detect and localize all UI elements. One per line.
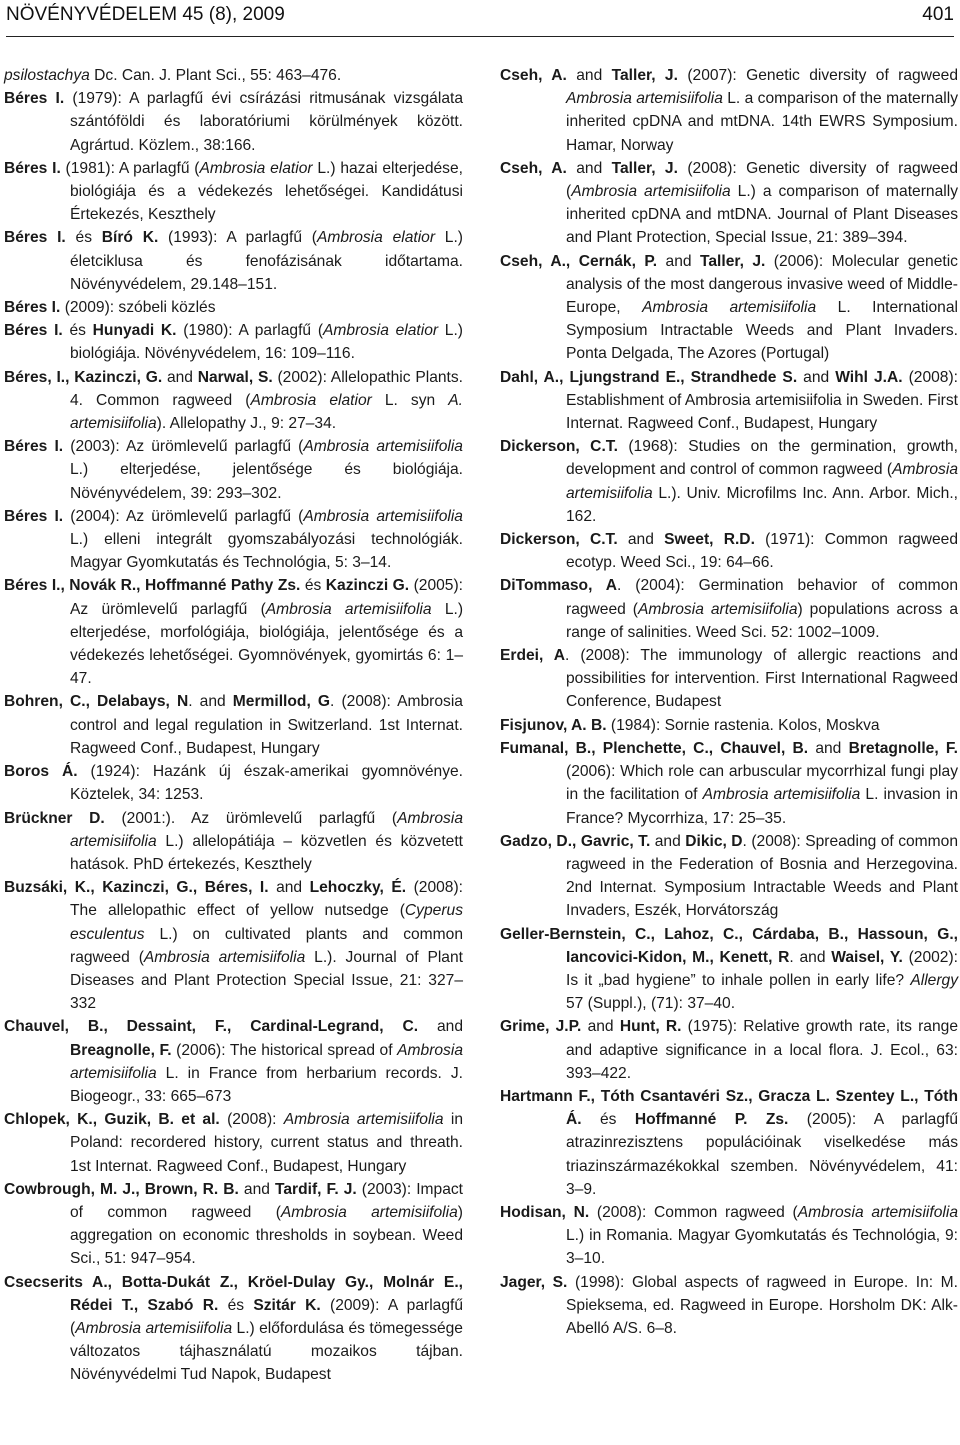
reference-entry: Geller-Bernstein, C., Lahoz, C., Cárdaba, B., Hassoun, G., Iancovici-Kidon, M., Kenett, R. and Waisel, Y. (2002): Is it „bad hygiene” to inhale pollen in early life? Allergy 57 (Suppl.), (71): 37–40. — [500, 925, 959, 1013]
reference-entry: psilostachya Dc. Can. J. Plant Sci., 55: 463–476. — [4, 67, 342, 84]
reference-entry: Dickerson, C.T. (1968): Studies on the germination, growth, development and control of common ragweed (Ambrosia artemisiifolia L.). Univ. Microfilms Inc. Ann. Arbor. Mich., 162. — [500, 438, 958, 525]
reference-entry: Chlopek, K., Guzik, B. et al. (2008): Ambrosia artemisiifolia in Poland: recordered history, current status and threath. 1st Internat. Ragweed Conf., Budapest, Hungary — [4, 1111, 463, 1175]
reference-entry: Dickerson, C.T. and Sweet, R.D. (1971): Common ragweed ecotyp. Weed Sci., 19: 64–66. — [500, 531, 959, 572]
reference-entry: Béres I. (2009): szóbeli közlés — [4, 299, 216, 317]
reference-entry: Grime, J.P. and Hunt, R. (1975): Relative growth rate, its range and adaptive significance in a local flora. J. Ecol., 63: 393–422. — [500, 1018, 958, 1082]
references-right-column — [500, 64, 958, 1340]
journal-title: NÖVÉNYVÉDELEM 45 (8), 2009 — [6, 4, 285, 25]
reference-entry: Csecserits A., Botta-Dukát Z., Kröel-Dulay Gy., Molnár E., Rédei T., Szabó R. és Szitár K. (2009): A parlagfű (Ambrosia artemisiifolia L.) előfordulása és tömegessége változatos tájhasználatú mozaikos tájban. Növényvédelmi Tud Napok, Budapest — [4, 1273, 464, 1384]
reference-entry: Béres I. (2004): Az ürömlevelű parlagfű (Ambrosia artemisiifolia L.) elleni integrált gyomszabályozási technológiák. Magyar Gyomkutatás és Technológia, 5: 3–14. — [4, 507, 463, 572]
reference-entry: Cseh, A., Cernák, P. and Taller, J. (2006): Molecular genetic analysis of the most dangerous invasive weed of Middle-Europe, Ambrosia artemisiifolia L. International Symposium Intractable Weeds and Plant Invaders. Ponta Delgada, The Azores (Portugal) — [500, 252, 958, 363]
reference-entry: Bohren, C., Delabays, N. and Mermillod, G. (2008): Ambrosia control and legal regulation in Switzerland. 1st Internat. Ragweed Conf., Budapest, Hungary — [4, 693, 463, 757]
reference-entry: Dahl, A., Ljungstrand E., Strandhede S. and Wihl J.A. (2008): Establishment of Ambrosia artemisiifolia in Sweden. First Internat. Ragweed Conf., Budapest, Hungary — [500, 368, 958, 433]
reference-entry: Béres I. és Hunyadi K. (1980): A parlagfű (Ambrosia elatior L.) biológiája. Növényvédelem, 16: 109–116. — [4, 322, 463, 363]
reference-entry: Fumanal, B., Plenchette, C., Chauvel, B. and Bretagnolle, F. (2006): Which role can arbuscular mycorrhizal fungi play in the facilitation of Ambrosia artemisiifolia L. invasion in France? Mycorrhiza, 17: 25–35. — [500, 739, 959, 827]
reference-entry: Béres I. (1979): A parlagfű évi csírázási ritmusának vizsgálata szántóföldi és laboratóriumi körülmények között. Agrártud. Közlem., 38:166. — [4, 90, 463, 154]
reference-entry: Béres I. (2003): Az ürömlevelű parlagfű (Ambrosia artemisiifolia L.) elterjedése, jelentősége és biológiája. Növényvédelem, 39: 293–302. — [4, 438, 463, 502]
reference-entry: Hodisan, N. (2008): Common ragweed (Ambrosia artemisiifolia L.) in Romania. Magyar Gyomkutatás és Technológia, 9: 3–10. — [500, 1203, 958, 1268]
reference-entry: Chauvel, B., Dessaint, F., Cardinal-Legrand, C. and Breagnolle, F. (2006): The historical spread of Ambrosia artemisiifolia L. in France from herbarium records. J. Biogeogr., 33: 665–673 — [4, 1018, 463, 1105]
reference-entry: Erdei, A. (2008): The immunology of allergic reactions and possibilities for intervention. First International Ragweed Conference, Budapest — [500, 647, 958, 711]
reference-entry: Brückner D. (2001:). Az ürömlevelű parlagfű (Ambrosia artemisiifolia L.) allelopátiája – közvetlen és közvetett hatások. PhD értekezés, Keszthely — [4, 809, 463, 873]
page-number: 401 — [922, 4, 954, 25]
reference-entry: DiTommaso, A. (2004): Germination behavior of common ragweed (Ambrosia artemisiifolia) populations across a range of salinities. Weed Sci. 52: 1002–1009. — [500, 577, 958, 641]
reference-entry: Gadzo, D., Gavric, T. and Dikic, D. (2008): Spreading of common ragweed in the Federation of Bosnia and Herzegovina. 2nd Internat. Symposium Intractable Weeds and Plant Invaders, Eszék, Horvátország — [500, 832, 958, 920]
reference-entry: Cseh, A. and Taller, J. (2007): Genetic diversity of ragweed Ambrosia artemisiifolia L. a comparison of the maternally inherited cpDNA and mtDNA. 14th EWRS Symposium. Hamar, Norway — [500, 67, 959, 154]
reference-entry: Cseh, A. and Taller, J. (2008): Genetic diversity of ragweed (Ambrosia artemisiifolia L.) a comparison of maternally inherited cpDNA and mtDNA. Journal of Plant Diseases and Plant Protection, Special Issue, 21: 389–394. — [500, 159, 959, 247]
reference-entry: Buzsáki, K., Kazinczi, G., Béres, I. and Lehoczky, É. (2008): The allelopathic effect of yellow nutsedge (Cyperus esculentus L.) on cultivated plants and common ragweed (Ambrosia artemisiifolia L.). Journal of Plant Diseases and Plant Protection Special Issue, 21: 327–332 — [4, 879, 464, 1013]
reference-entry: Béres, I., Kazinczi, G. and Narwal, S. (2002): Allelopathic Plants. 4. Common ragweed (Ambrosia elatior L. syn A. artemisiifolia). Allelopathy J., 9: 27–34. — [4, 368, 463, 433]
reference-entry: Cowbrough, M. J., Brown, R. B. and Tardif, F. J. (2003): Impact of common ragweed (Ambrosia artemisiifolia) aggregation on economic thresholds in soybean. Weed Sci., 51: 947–954. — [4, 1180, 463, 1268]
reference-entry: Boros Á. (1924): Hazánk új észak-amerikai gyomnövénye. Köztelek, 34: 1253. — [4, 763, 463, 804]
reference-entry: Fisjunov, A. B. (1984): Sornie rastenia. Kolos, Moskva — [500, 716, 880, 734]
reference-entry: Béres I. és Bíró K. (1993): A parlagfű (Ambrosia elatior L.) életciklusa és fenofázisának időtartama. Növényvédelem, 29.148–151. — [4, 229, 463, 293]
reference-entry: Béres I., Novák R., Hoffmanné Pathy Zs. és Kazinczi G. (2005): Az ürömlevelű parlagfű (Ambrosia artemisiifolia L.) elterjedése, morfológiája, biológiája, jelentősége és a védekezés lehetőségei. Gyomnövények, gyomirtás 6: 1–47. — [4, 577, 464, 688]
reference-entry: Jager, S. (1998): Global aspects of ragweed in Europe. In: M. Spieksema, ed. Ragweed in Europe. Horsholm DK: Alk-Abelló A/S. 6–8. — [500, 1273, 958, 1337]
header-rule — [6, 36, 954, 37]
page-header — [6, 4, 954, 34]
references-left-column — [4, 64, 463, 1387]
reference-entry: Hartmann F., Tóth Csantavéri Sz., Gracza L. Szentey L., Tóth Á. és Hoffmanné P. Zs. (2005): A parlagfű atrazinrezisztens populációinak viselkedése más triazinszármazékokkal szemben. Növényvédelem, 41: 3–9. — [500, 1087, 959, 1198]
reference-entry: Béres I. (1981): A parlagfű (Ambrosia elatior L.) hazai elterjedése, biológiája és a védekezés lehetőségei. Kandidátusi Értekezés, Keszthely — [4, 159, 463, 224]
